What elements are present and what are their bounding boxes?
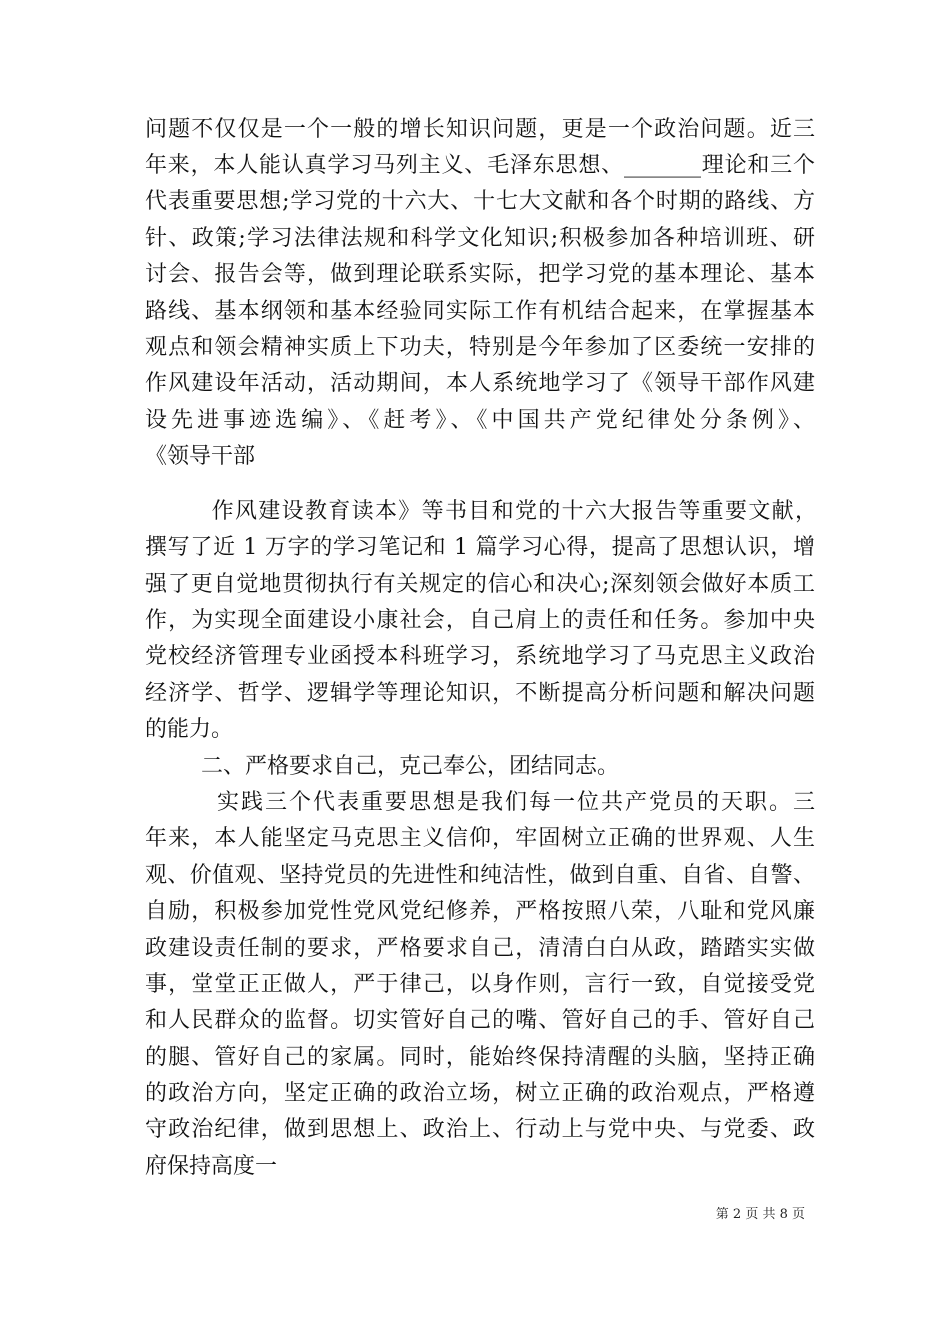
text-line: 问题不仅仅是一个一般的增长知识问题，更是一个政治问题。近三 bbox=[145, 117, 815, 142]
text-line: 年来，本人能坚定马克思主义信仰，牢固树立正确的世界观、人生 bbox=[145, 826, 815, 851]
text-line: 守政治纪律，做到思想上、政治上、行动上与党中央、与党委、政 bbox=[145, 1117, 815, 1142]
text-line: 强了更自觉地贯彻执行有关规定的信心和决心;深刻领会做好本质工 bbox=[145, 572, 815, 597]
text-line: 经济学、哲学、逻辑学等理论知识，不断提高分析问题和解决问题 bbox=[145, 681, 815, 706]
text-line: 实践三个代表重要思想是我们每一位共产党员的天职。三 bbox=[145, 790, 815, 815]
text-line: 政建设责任制的要求，严格要求自己，清清白白从政，踏踏实实做 bbox=[145, 936, 815, 961]
text-line: 路线、基本纲领和基本经验同实际工作有机结合起来，在掌握基本 bbox=[145, 299, 815, 324]
text-line: 撰写了近 1 万字的学习笔记和 1 篇学习心得，提高了思想认识，增 bbox=[145, 535, 815, 560]
text-line: 的政治方向，坚定正确的政治立场，树立正确的政治观点，严格遵 bbox=[145, 1081, 815, 1106]
text-line: 代表重要思想;学习党的十六大、十七大文献和各个时期的路线、方 bbox=[145, 189, 815, 214]
page-number: 第 2 页 共 8 页 bbox=[715, 1207, 805, 1222]
text-line: 设先进事迹选编》、《赶考》、《中国共产党纪律处分条例》、 bbox=[145, 408, 815, 433]
text-line: 作风建设年活动，活动期间，本人系统地学习了《领导干部作风建 bbox=[145, 371, 815, 396]
text-line: 作，为实现全面建设小康社会，自己肩上的责任和任务。参加中央 bbox=[145, 608, 815, 633]
text-line: 自励，积极参加党性党风党纪修养，严格按照八荣，八耻和党风廉 bbox=[145, 899, 815, 924]
text-line: 《领导干部 bbox=[145, 444, 256, 469]
text-line: 的能力。 bbox=[145, 717, 234, 742]
text-line: 观点和领会精神实质上下功夫，特别是今年参加了区委统一安排的 bbox=[145, 335, 815, 360]
text-line: 作风建设教育读本》等书目和党的十六大报告等重要文献， bbox=[145, 499, 817, 524]
text-line: 针、政策;学习法律法规和科学文化知识;积极参加各种培训班、研 bbox=[145, 226, 815, 251]
text-line: 的腿、管好自己的家属。同时，能始终保持清醒的头脑，坚持正确 bbox=[145, 1045, 815, 1070]
text-line: 讨会、报告会等，做到理论联系实际，把学习党的基本理论、基本 bbox=[145, 262, 815, 287]
text-line: 年来，本人能认真学习马列主义、毛泽东思想、_______理论和三个 bbox=[145, 153, 815, 178]
text-line: 事，堂堂正正做人，严于律己，以身作则，言行一致，自觉接受党 bbox=[145, 972, 815, 997]
section-heading: 二、严格要求自己，克己奉公，团结同志。 bbox=[145, 754, 619, 779]
text-line: 府保持高度一 bbox=[145, 1154, 278, 1179]
text-line: 和人民群众的监督。切实管好自己的嘴、管好自己的手、管好自己 bbox=[145, 1008, 815, 1033]
text-line: 观、价值观、坚持党员的先进性和纯洁性，做到自重、自省、自警、 bbox=[145, 863, 815, 888]
text-line: 党校经济管理专业函授本科班学习，系统地学习了马克思主义政治 bbox=[145, 644, 815, 669]
